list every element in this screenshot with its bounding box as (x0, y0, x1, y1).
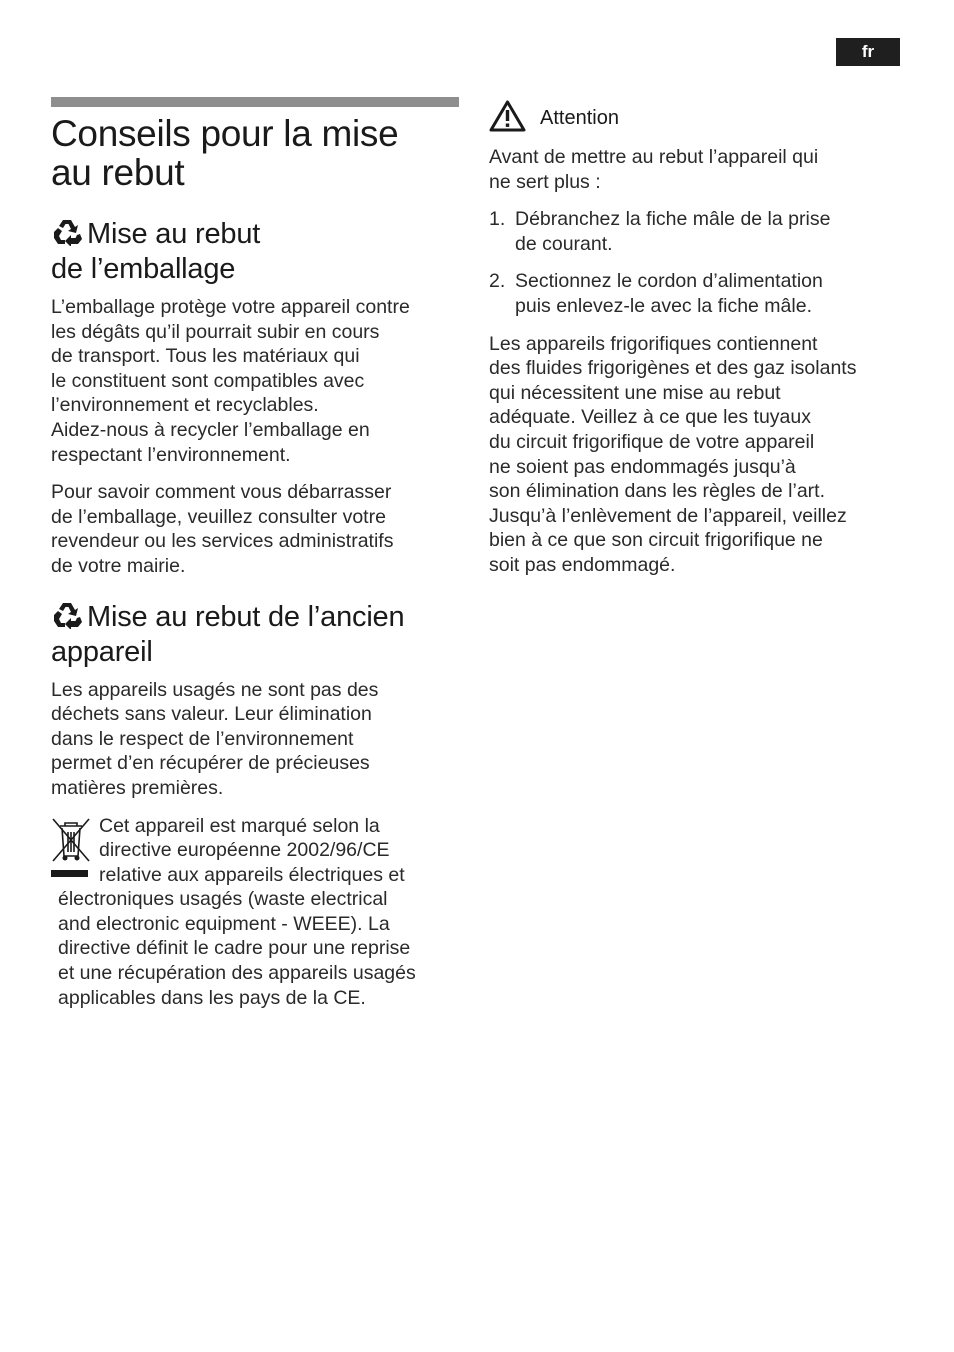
refrigerant-paragraph: Les appareils frigorifiques contiennent des fluides frigorigènes et des gaz isolants qui nécessitent une mise au rebut adéquate. Veillez à ce que les tuyaux du circuit frigorifique de votre appareil ne soient pas endommagés jusqu’à son élimination dans les règles de l’art. Jusqu’à l’enlèvement de l’appareil, veillez bien à ce que son circuit frigorifique ne soit pas endommagé. (489, 332, 857, 576)
list-item: 1. Débranchez la fiche mâle de la prise de courant. (489, 208, 831, 255)
weee-text-indented: Cet appareil est marqué selon la directive européenne 2002/96/CE relative aux appareils électriques et (99, 814, 405, 886)
crossed-out-bin-icon (51, 816, 91, 887)
section-heading-old-appliance: Mise au rebut de l’ancien appareil (51, 600, 405, 668)
attention-intro: Avant de mettre au rebut l’appareil qui ne sert plus : (489, 146, 819, 193)
weee-text: électroniques usagés (waste electrical and electronic equipment - WEEE). La directive définit le cadre pour une reprise et une récupération des appareils usagés applicables dans les pays de la CE. (58, 888, 416, 1009)
page-title: Conseils pour la mise au rebut (51, 113, 399, 193)
packaging-paragraph-2: Pour savoir comment vous débarrasser de l’emballage, veuillez consulter votre revendeur ou les services administratifs de votre mairie. (51, 481, 394, 577)
recycle-icon (51, 218, 83, 253)
section-rule (51, 97, 459, 107)
right-column (489, 98, 904, 578)
attention-label: Attention (540, 106, 619, 129)
section-heading-packaging: Mise au rebut de l’emballage (51, 218, 261, 285)
disposal-steps (489, 207, 904, 318)
recycle-icon (51, 601, 83, 636)
language-badge: fr (836, 38, 900, 66)
warning-triangle-icon (489, 100, 526, 137)
attention-header (489, 98, 904, 138)
packaging-paragraph-1: L’emballage protège votre appareil contre les dégâts qu’il pourrait subir en cours de transport. Tous les matériaux qui le constituent sont compatibles avec l’environnement et recyclables. Aidez-nous à recycler l’emballage en respectant l’environnement. (51, 296, 410, 466)
left-column (51, 114, 463, 1010)
old-appliance-paragraph: Les appareils usagés ne sont pas des déchets sans valeur. Leur élimination dans le respect de l’environnement permet d’en récupérer de précieuses matières premières. (51, 678, 379, 799)
weee-notice (51, 814, 463, 1011)
list-item: 2. Sectionnez le cordon d’alimentation puis enlevez-le avec la fiche mâle. (489, 270, 823, 317)
